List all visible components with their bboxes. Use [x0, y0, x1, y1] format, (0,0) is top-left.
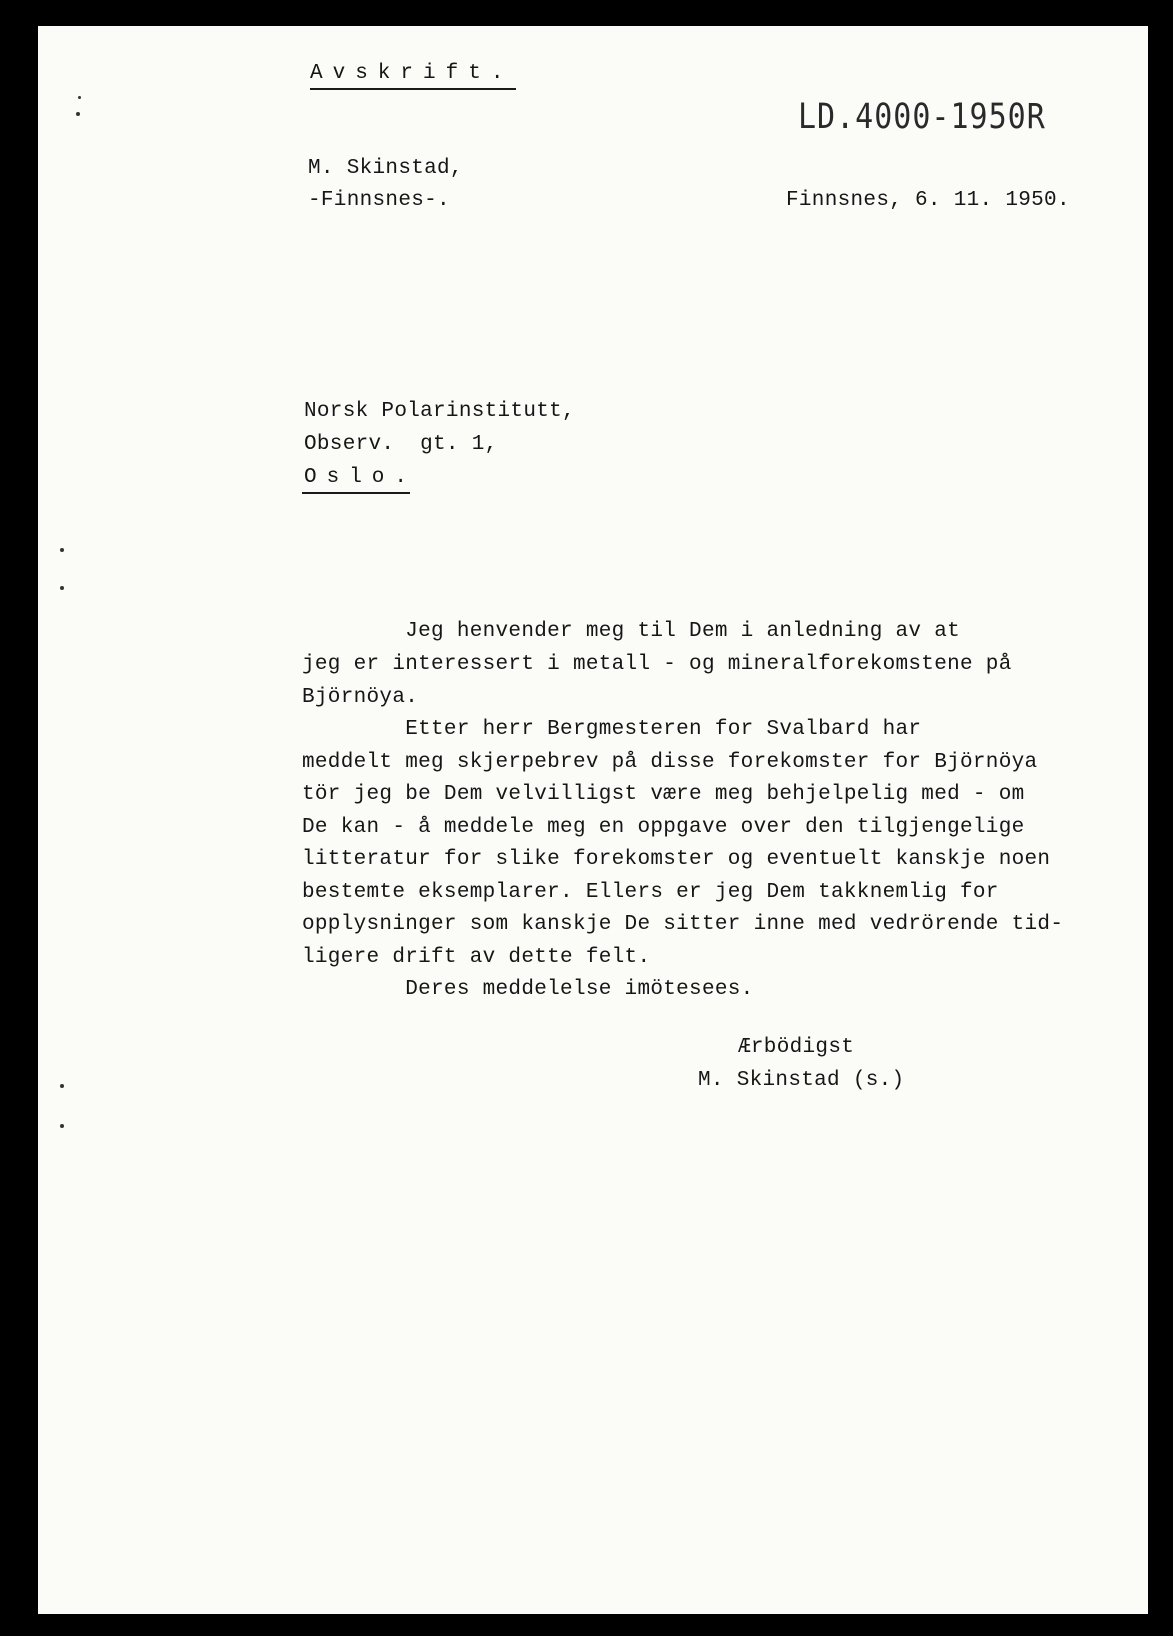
- scan-speck: [76, 112, 80, 116]
- archive-stamp: LD.4000-1950R: [798, 96, 1046, 138]
- body-line: Björnöya.: [302, 686, 419, 709]
- closing: Ærbödigst: [738, 1036, 855, 1059]
- heading-underline: [310, 88, 516, 90]
- letter-page: [38, 26, 1148, 1614]
- body-line: tör jeg be Dem velvilligst være meg behjelpelig med - om: [302, 783, 1025, 806]
- recipient-line-2: Observ. gt. 1,: [304, 433, 498, 456]
- body-line: meddelt meg skjerpebrev på disse forekomster for Björnöya: [302, 751, 1038, 774]
- body-line: Etter herr Bergmesteren for Svalbard har: [302, 718, 922, 741]
- city-underline: [302, 492, 410, 494]
- scan-speck: [60, 1124, 64, 1128]
- body-line: De kan - å meddele meg en oppgave over den tilgjengelige: [302, 816, 1025, 839]
- body-line: Jeg henvender meg til Dem i anledning av at: [302, 620, 961, 643]
- signature: M. Skinstad (s.): [698, 1069, 905, 1092]
- scan-speck: [60, 548, 64, 552]
- body-line: litteratur for slike forekomster og eventuelt kanskje noen: [302, 848, 1051, 871]
- recipient-line-1: Norsk Polarinstitutt,: [304, 400, 575, 423]
- scan-speck: [60, 586, 64, 590]
- body-line: bestemte eksemplarer. Ellers er jeg Dem takknemlig for: [302, 881, 999, 904]
- body-line: opplysninger som kanskje De sitter inne med vedrörende tid-: [302, 913, 1064, 936]
- date-line: Finnsnes, 6. 11. 1950.: [786, 189, 1070, 212]
- body-line: jeg er interessert i metall - og mineralforekomstene på: [302, 653, 1012, 676]
- body-line: ligere drift av dette felt.: [302, 946, 651, 969]
- sender-name: M. Skinstad,: [308, 157, 463, 180]
- scan-speck: [78, 96, 81, 99]
- scan-speck: [60, 1084, 64, 1088]
- recipient-city: Oslo.: [304, 466, 418, 489]
- document-heading: Avskrift.: [310, 62, 514, 85]
- sender-place: -Finnsnes-.: [308, 189, 450, 212]
- body-line: Deres meddelelse imötesees.: [302, 978, 754, 1001]
